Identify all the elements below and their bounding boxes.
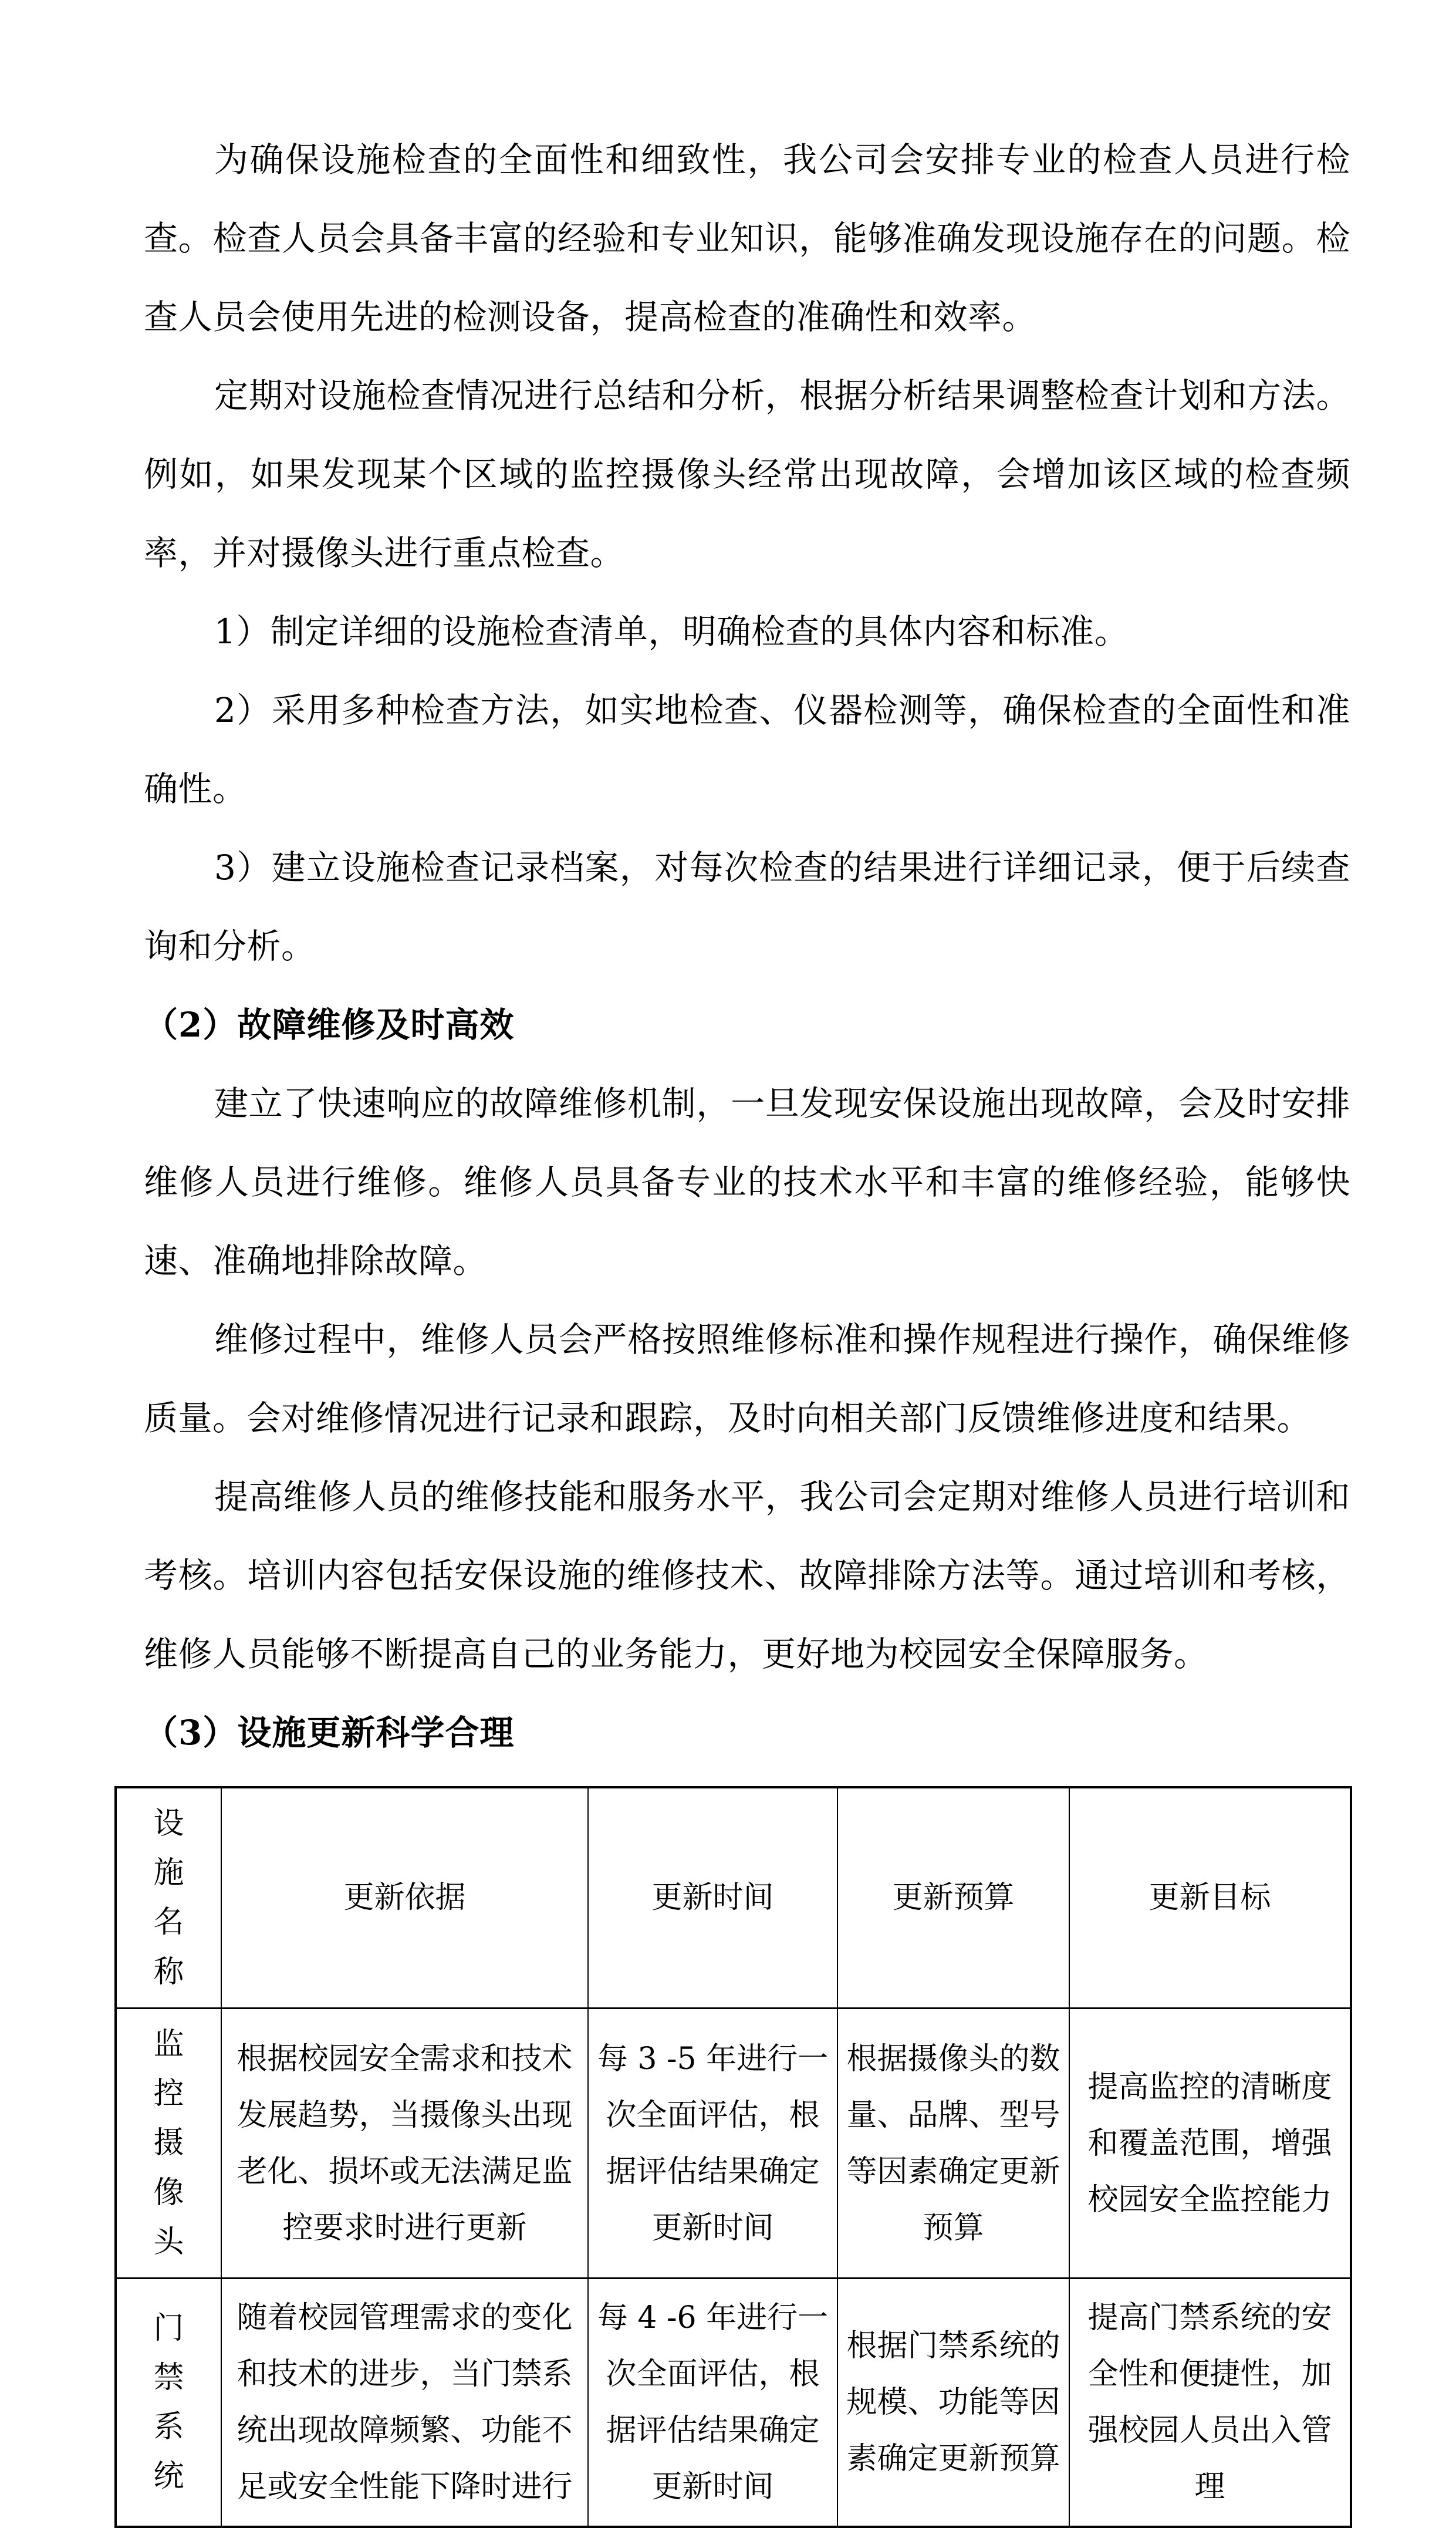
table-header-cell-time: 更新时间 bbox=[588, 1787, 837, 2008]
table-header-cell-basis: 更新依据 bbox=[221, 1787, 588, 2008]
paragraph-5: 提高维修人员的维修技能和服务水平，我公司会定期对维修人员进行培训和考核。培训内容包括安保设施的维修技术、故障排除方法等。通过培训和考核，维修人员能够不断提高自己的业务能力，更好地为校园安全保障服务。 bbox=[144, 1477, 1350, 1674]
section-heading-2: （2）故障维修及时高效 bbox=[144, 1005, 515, 1045]
list-item-1: 1）制定详细的设施检查清单，明确检查的具体内容和标准。 bbox=[214, 612, 1129, 652]
table-header-cell-name bbox=[116, 1787, 221, 2008]
facility-update-table bbox=[114, 1786, 1352, 2528]
list-item-3: 3）建立设施检查记录档案，对每次检查的结果进行详细记录，便于后续查询和分析。 bbox=[144, 848, 1350, 966]
table-header-cell-budget: 更新预算 bbox=[837, 1787, 1069, 2008]
table-row bbox=[116, 2279, 1351, 2527]
table-cell-facility-name bbox=[116, 2279, 221, 2527]
vertical-text-facility-name: 设 施 名 称 bbox=[153, 1806, 184, 1990]
table-header-cell-goal: 更新目标 bbox=[1069, 1787, 1351, 2008]
table-row bbox=[116, 2008, 1351, 2278]
table-cell-basis: 根据校园安全需求和技术发展趋势，当摄像头出现老化、损坏或无法满足监控要求时进行更新 bbox=[221, 2008, 588, 2278]
paragraph-3: 建立了快速响应的故障维修机制，一旦发现安保设施出现故障，会及时安排维修人员进行维修。维修人员具备专业的技术水平和丰富的维修经验，能够快速、准确地排除故障。 bbox=[144, 1084, 1350, 1281]
vertical-text-access-control: 门 禁 系 统 bbox=[153, 2310, 184, 2495]
section-heading-3: （3）设施更新科学合理 bbox=[144, 1713, 515, 1753]
facility-update-table-wrapper bbox=[114, 1786, 1350, 2528]
vertical-text-camera: 监 控 摄 像 头 bbox=[153, 2026, 184, 2260]
table-cell-basis: 随着校园管理需求的变化和技术的进步，当门禁系统出现故障频繁、功能不足或安全性能下降时进行 bbox=[221, 2279, 588, 2527]
paragraph-1: 为确保设施检查的全面性和细致性，我公司会安排专业的检查人员进行检查。检查人员会具备丰富的经验和专业知识，能够准确发现设施存在的问题。检查人员会使用先进的检测设备，提高检查的准确性和效率。 bbox=[144, 140, 1350, 337]
table-header-row bbox=[116, 1787, 1351, 2008]
paragraph-4: 维修过程中，维修人员会严格按照维修标准和操作规程进行操作，确保维修质量。会对维修情况进行记录和跟踪，及时向相关部门反馈维修进度和结果。 bbox=[144, 1319, 1350, 1438]
table-cell-goal: 提高监控的清晰度和覆盖范围，增强校园安全监控能力 bbox=[1069, 2008, 1351, 2278]
table-cell-facility-name bbox=[116, 2008, 221, 2278]
table-cell-budget: 根据摄像头的数量、品牌、型号等因素确定更新预算 bbox=[837, 2008, 1069, 2278]
paragraph-2: 定期对设施检查情况进行总结和分析，根据分析结果调整检查计划和方法。例如，如果发现某个区域的监控摄像头经常出现故障，会增加该区域的检查频率，并对摄像头进行重点检查。 bbox=[144, 376, 1350, 573]
list-item-2: 2）采用多种检查方法，如实地检查、仪器检测等，确保检查的全面性和准确性。 bbox=[144, 690, 1350, 809]
table-cell-budget: 根据门禁系统的规模、功能等因素确定更新预算 bbox=[837, 2279, 1069, 2527]
table-cell-goal: 提高门禁系统的安全性和便捷性，加强校园人员出入管理 bbox=[1069, 2279, 1351, 2527]
table-cell-time: 每 3 -5 年进行一次全面评估，根据评估结果确定更新时间 bbox=[588, 2008, 837, 2278]
table-cell-time: 每 4 -6 年进行一次全面评估，根据评估结果确定更新时间 bbox=[588, 2279, 837, 2527]
